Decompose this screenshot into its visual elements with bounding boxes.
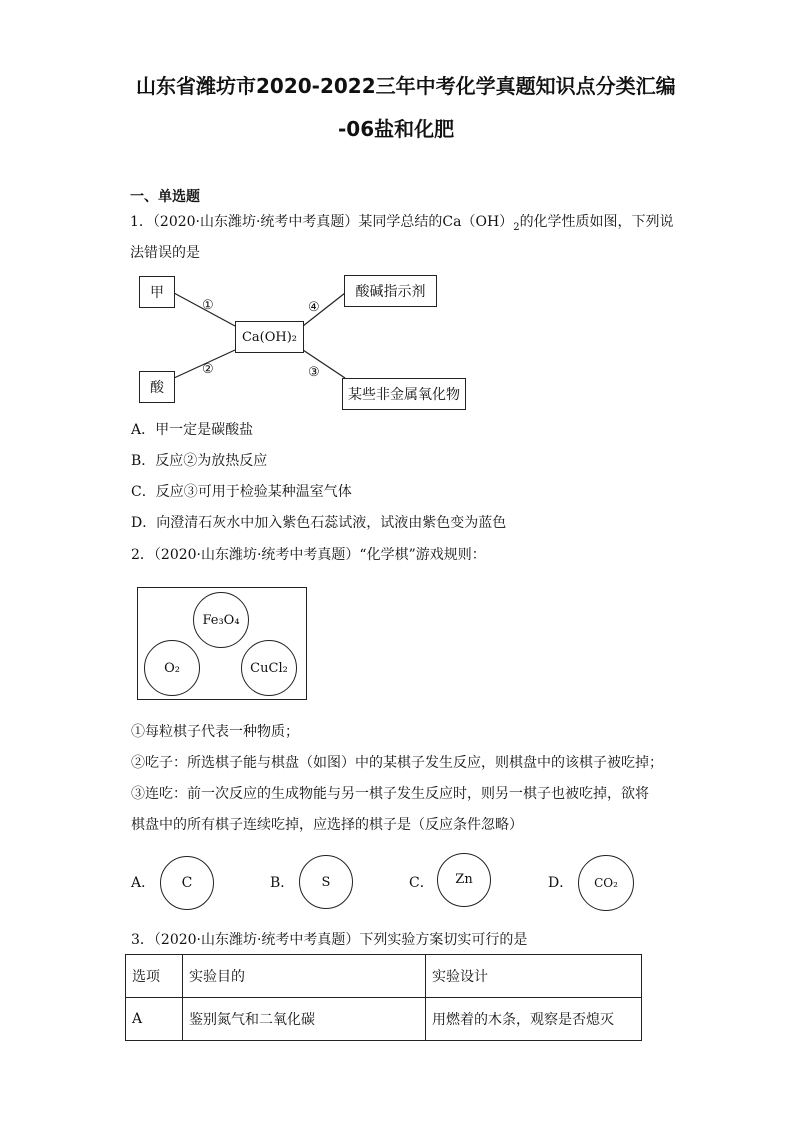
table-cell-purpose: 鉴别氮气和二氧化碳 — [183, 998, 426, 1041]
box-acid-base-indicator: 酸碱指示剂 — [344, 275, 437, 307]
piece-cucl2: CuCl₂ — [241, 640, 297, 696]
q1-stem-subscript: 2 — [513, 221, 520, 233]
table-header-row — [126, 955, 642, 998]
q1-option-b: B．反应②为放热反应 — [131, 453, 268, 469]
table-row — [126, 998, 642, 1041]
q2-option-c-label: C． — [409, 875, 434, 891]
q2-option-d-label: D． — [548, 875, 574, 891]
piece-o2: O₂ — [144, 640, 200, 696]
label-reaction-2: ② — [202, 362, 214, 377]
q2-rule-2: ②吃子：所选棋子能与棋盘（如图）中的某棋子发生反应，则棋盘中的该棋子被吃掉； — [131, 755, 663, 771]
q3-stem: 3．（2020·山东潍坊·统考中考真题）下列实验方案切实可行的是 — [131, 932, 528, 948]
table-cell-option: A — [126, 998, 183, 1041]
q2-rule-3: ③连吃：前一次反应的生成物能与另一棋子发生反应时，则另一棋子也被吃掉，欲将 — [131, 786, 649, 802]
table-header-option: 选项 — [126, 955, 183, 998]
document-title-line1: 山东省潍坊市2020-2022三年中考化学真题知识点分类汇编 — [136, 74, 676, 98]
q2-option-a-label: A． — [131, 875, 156, 891]
q2-rule-1: ①每粒棋子代表一种物质； — [131, 724, 299, 740]
q1-option-c: C．反应③可用于检验某种温室气体 — [131, 484, 352, 500]
table-cell-design: 用燃着的木条，观察是否熄灭 — [426, 998, 642, 1041]
q3-table — [125, 954, 642, 1041]
document-title-line2: -06盐和化肥 — [338, 117, 455, 141]
section-heading: 一、单选题 — [130, 189, 200, 205]
box-acid: 酸 — [139, 371, 175, 403]
q2-option-d-piece: CO₂ — [578, 855, 634, 911]
q1-diagram-lines — [0, 0, 794, 420]
piece-fe3o4: Fe₃O₄ — [193, 592, 249, 648]
q1-stem-part2: 的化学性质如图，下列说 — [519, 214, 674, 230]
q2-option-c-piece: Zn — [437, 853, 491, 907]
q2-option-b-piece: S — [299, 855, 353, 909]
q2-rule-3-cont: 棋盘中的所有棋子连续吃掉，应选择的棋子是（反应条件忽略） — [131, 817, 523, 833]
q1-option-a: A．甲一定是碳酸盐 — [131, 422, 254, 438]
q1-stem-line2: 法错误的是 — [130, 245, 200, 261]
q1-stem-part1: 1．（2020·山东潍坊·统考中考真题）某同学总结的Ca（OH） — [130, 214, 514, 230]
q2-option-b-label: B． — [270, 875, 295, 891]
label-reaction-4: ④ — [308, 300, 320, 315]
box-jia: 甲 — [139, 276, 175, 308]
q2-option-a-piece: C — [160, 856, 214, 910]
box-nonmetal-oxide: 某些非金属氧化物 — [342, 378, 466, 410]
table-header-design: 实验设计 — [426, 955, 642, 998]
label-reaction-1: ① — [202, 298, 214, 313]
label-reaction-3: ③ — [308, 365, 320, 380]
table-header-purpose: 实验目的 — [183, 955, 426, 998]
q2-stem: 2．（2020·山东潍坊·统考中考真题）“化学棋”游戏规则： — [131, 547, 486, 563]
box-calcium-hydroxide: Ca(OH)₂ — [235, 321, 304, 353]
q1-option-d: D．向澄清石灰水中加入紫色石蕊试液，试液由紫色变为蓝色 — [131, 515, 507, 531]
